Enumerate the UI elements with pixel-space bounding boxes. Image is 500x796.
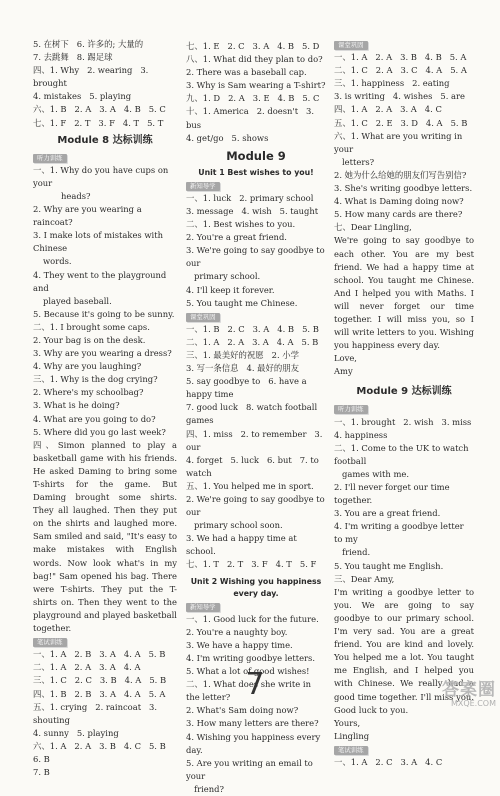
answer-line: 三、1. Why is the dog crying? — [33, 374, 158, 385]
section-tag-new-knowledge: 新知导学 — [186, 182, 220, 191]
module-9-test-title: Module 9 达标训练 — [356, 386, 452, 398]
answer-line: 七、1. E 2. C 3. A 4. B 5. D — [186, 41, 320, 51]
section-tag-classroom: 课堂巩固 — [334, 41, 368, 50]
answer-line: 7. B — [33, 767, 50, 778]
answer-line: 4. mistakes 5. playing — [33, 91, 132, 102]
answer-line: 2. What's Sam doing now? — [186, 705, 299, 716]
answer-line: 4. What is Daming doing now? — [334, 196, 464, 207]
answer-line: 二、1. A 2. A 3. A 4. A 5. B — [186, 336, 319, 347]
answer-line: 六、1. B 2. A 3. A 4. B 5. C — [33, 104, 166, 115]
answer-line: 一、1. Why do you have cups on your — [33, 164, 171, 188]
answer-line: 5. Because it's going to be sunny. — [33, 308, 175, 319]
watermark-line1: 答案圈 — [442, 680, 496, 700]
page-number: 7 — [245, 667, 265, 702]
answer-line: 六、1. What are you writing in your — [334, 130, 465, 154]
answer-line: 七、1. F 2. T 3. F 4. T 5. T — [33, 117, 164, 128]
answer-line: 4. Wishing you happiness every day. — [186, 731, 323, 755]
answer-line: 5. You taught me Chinese. — [186, 297, 298, 308]
answer-line: 二、1. Best wishes to you. — [186, 219, 296, 230]
answer-line: 一、1. luck 2. primary school — [186, 192, 314, 203]
answer-line: 3. is writing 4. wishes 5. are — [334, 91, 465, 102]
answer-line: 3. 写一条信息 4. 最好的朋友 — [186, 363, 300, 374]
answer-line: 一、1. A 2. C 3. A 4. C — [334, 756, 443, 767]
watermark-logo — [430, 681, 496, 708]
answer-line: 5. You taught me English. — [334, 560, 444, 571]
answer-line: 二、1. Come to the UK to watch football — [334, 442, 472, 466]
section-tag-listening: 听力训练 — [33, 154, 67, 163]
section-tag-written: 笔试训练 — [33, 638, 67, 647]
answer-line: 二、1. What does she write in the letter? — [186, 679, 314, 703]
unit-2-title-line1: Unit 2 Wishing you happiness — [190, 576, 322, 586]
answer-line: 3. We had a happy time at school. — [186, 533, 300, 557]
column-right — [334, 38, 474, 769]
answer-line: primary school soon. — [194, 520, 283, 531]
answer-line: 一、1. A 2. B 3. A 4. A 5. B — [33, 649, 166, 660]
module-8-test-title: Module 8 达标训练 — [57, 134, 153, 146]
answer-line: 3. Why is Sam wearing a T-shirt? — [186, 80, 326, 91]
answer-line: 三、1. 最美好的祝愿 2. 小学 — [186, 349, 300, 360]
letter-closing: Love, — [334, 353, 357, 364]
answer-line: 三、Dear Amy, — [334, 573, 395, 584]
answer-line: 4. forget 5. luck 6. but 7. to watch — [186, 454, 322, 478]
answer-line: 5. say goodbye to 6. have a happy time — [186, 376, 310, 400]
answer-line: 3. We have a happy time. — [186, 639, 293, 650]
answer-line: heads? — [61, 190, 91, 201]
answer-line: 4. They went to the playground and — [33, 269, 169, 293]
column-left — [33, 38, 177, 779]
answer-line: words. — [43, 256, 72, 267]
section-tag-new-knowledge: 新知导学 — [186, 603, 220, 612]
unit-2-title — [186, 576, 326, 600]
answer-line: 5. How many cards are there? — [334, 209, 463, 220]
answer-line: 4. I'll keep it forever. — [186, 284, 275, 295]
answer-line: 4. What are you going to do? — [33, 413, 156, 424]
answer-line: 2. Your bag is on the desk. — [33, 334, 146, 345]
answer-line: 2. You're a great friend. — [186, 232, 287, 243]
answer-line: 一、1. Good luck for the future. — [186, 613, 319, 624]
answer-line: 4. happiness — [334, 429, 388, 440]
answer-line: 4. sunny 5. playing — [33, 727, 119, 738]
answer-line: 四、1. B 2. B 3. A 4. A 5. A — [33, 688, 166, 699]
answer-line: 3. We're going to say goodbye to our — [186, 245, 328, 269]
answer-line: 4. I'm writing a goodbye letter to my — [334, 521, 467, 545]
answer-line: 一、1. A 2. A 3. B 4. B 5. A — [334, 52, 467, 63]
answer-line: 2. Why are you wearing a raincoat? — [33, 204, 145, 228]
answer-line: 三、1. happiness 2. eating — [334, 78, 450, 89]
answer-line: 2. You're a naughty boy. — [186, 626, 288, 637]
answer-line: 5. Where did you go last week? — [33, 426, 166, 437]
answer-line: 十、1. America 2. doesn't 3. bus — [186, 106, 317, 130]
listening-passage: 四、Simon planned to play a basketball game with his friends. He asked Daming to bring some T-shirts for the game. But Daming brought some shirts. They all laughed. Then they put on the shirts and laughed more. Sam smiled and said, "It's easy to make mistakes with English words. Now look what's in my bag!" Sam opened his bag. There were T-shirts. They put the T-shirts on. Then they went to the playground and played basketball together. — [33, 439, 177, 634]
answer-line: 7. good luck 8. watch football games — [186, 402, 320, 426]
answer-line: 一、1. B 2. C 3. A 4. B 5. B — [186, 323, 319, 334]
answer-line: 六、1. A 2. A 3. B 4. C 5. B 6. B — [33, 740, 174, 764]
answer-line: 3. You are a great friend. — [334, 508, 441, 519]
answer-line: 2. We're going to say goodbye to our — [186, 494, 328, 518]
answer-line: 2. There was a baseball cap. — [186, 67, 307, 78]
section-tag-listening: 听力训练 — [334, 405, 368, 414]
unit-2-title-line2: every day. — [233, 588, 279, 598]
answer-line: 五、1. crying 2. raincoat 3. shouting — [33, 701, 160, 725]
answer-line: 5. What a lot of good wishes! — [186, 666, 310, 677]
answer-line: 七、Dear Lingling, — [334, 222, 412, 233]
watermark-line2: MXQE.COM — [450, 699, 496, 708]
answer-line: 九、1. D 2. A 3. E 4. B 5. C — [186, 93, 320, 104]
answer-line: 2. Where's my schoolbag? — [33, 387, 144, 398]
answer-line: 一、1. brought 2. wish 3. miss — [334, 416, 472, 427]
answer-line: 3. message 4. wish 5. taught — [186, 205, 319, 216]
answer-line: 四、1. Why 2. wearing 3. brought — [33, 65, 151, 89]
letter-to-amy: I'm writing a goodbye letter to you. We are going to say goodbye to our primary school. I'm very sad. You are a great friend. You are kind and lovely. You helped me a lot. You taught me English, and I helped you with Chinese. We really had a good time together. I'll miss you. Good luck to you. — [334, 586, 474, 715]
answer-line: 二、1. I brought some caps. — [33, 321, 150, 332]
answer-line: friend. — [342, 547, 371, 558]
answer-line: 3. Why are you wearing a dress? — [33, 348, 172, 359]
answer-line: 2. 她为什么给她的朋友们写告别信? — [334, 169, 467, 180]
answer-line: 五、1. You helped me in sport. — [186, 480, 314, 491]
answer-line: 二、1. A 2. A 3. A 4. A — [33, 662, 141, 673]
answer-line: 3. What is he doing? — [33, 400, 120, 411]
answer-line: 4. get/go 5. shows — [186, 132, 269, 143]
answer-line: 三、1. C 2. C 3. B 4. A 5. B — [33, 675, 167, 686]
answer-line: letters? — [342, 156, 375, 167]
answer-line: 四、1. miss 2. to remember 3. our — [186, 428, 326, 452]
letter-to-lingling: We're going to say goodbye to each other. You are my best friend. We had a happy time at school. You taught me Chinese. And I helped you with Maths. I will never forget our time together. I will miss you, so I will write letters to you. Wishing you happiness every day. — [334, 235, 474, 351]
answer-line: 5. 在树下 6. 许多的; 大量的 — [33, 39, 144, 49]
answer-line: 4. Why are you laughing? — [33, 361, 142, 372]
module-9-title: Module 9 — [226, 148, 286, 163]
answer-line: 3. How many letters are there? — [186, 718, 319, 729]
section-tag-written: 笔试训练 — [334, 746, 368, 755]
answer-line: 五、1. C 2. E 3. D 4. A 5. B — [334, 117, 468, 128]
letter-signature: Lingling — [334, 730, 370, 741]
letter-closing: Yours, — [334, 717, 361, 728]
answer-line: 2. I'll never forget our time together. — [334, 482, 453, 506]
answer-line: 四、1. A 2. A 3. A 4. C — [334, 104, 442, 115]
answer-line: 二、1. C 2. A 3. C 4. A 5. A — [334, 65, 467, 76]
letter-signature: Amy — [334, 366, 353, 377]
answer-line: 七、1. T 2. T 3. F 4. T 5. F — [186, 559, 317, 570]
unit-1-title: Unit 1 Best wishes to you! — [198, 167, 314, 177]
answer-line: games with me. — [342, 468, 410, 479]
section-tag-classroom: 课堂巩固 — [186, 313, 220, 322]
answer-line: 7. 去跳舞 8. 踢足球 — [33, 52, 113, 63]
answer-line: played baseball. — [43, 295, 112, 306]
answer-line: 3. I make lots of mistakes with Chinese — [33, 230, 166, 254]
answer-line: primary school. — [194, 271, 261, 282]
answer-line: 5. Are you writing an email to your — [186, 757, 316, 781]
answer-line: friend? — [194, 783, 224, 794]
answer-line: 3. She's writing goodbye letters. — [334, 183, 473, 194]
answer-line: 八、1. What did they plan to do? — [186, 54, 323, 65]
answer-line: 4. I'm writing goodbye letters. — [186, 652, 315, 663]
